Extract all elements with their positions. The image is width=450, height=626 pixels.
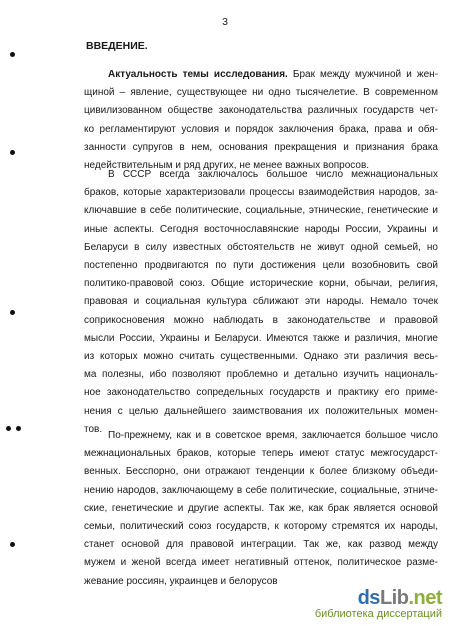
paragraph-line: тов. <box>84 423 103 435</box>
paragraph-line: В СССР всегда заключалось большое число межнациональных <box>108 169 438 180</box>
binding-hole-mark <box>10 310 15 315</box>
paragraph-line: станет основой для правовой интеграции. Так же, как развод между <box>84 539 438 551</box>
paragraph-line: занности супругов в нем, основания прекращения и признания брака <box>84 141 438 153</box>
binding-hole-mark <box>16 426 21 431</box>
paragraph-line: щиной – явление, существующее ни одно тысячелетие. В современном <box>84 87 438 99</box>
paragraph-line: соприкосновения можно наблюдать в законодательстве и правовой <box>84 314 438 326</box>
paragraph-line: По-прежнему, как и в советское время, заключается большое число <box>108 430 438 441</box>
binding-hole-mark <box>10 150 15 155</box>
watermark-subtitle: библиотека диссертаций <box>314 608 442 620</box>
paragraph-line: иные аспекты. Сегодня восточнославянские народы России, Украины и <box>84 223 438 235</box>
paragraph-relevance <box>84 66 438 175</box>
paragraph-line: нению народов, заключающему в себе политические, социальные, этниче- <box>84 484 438 496</box>
page-number: 3 <box>222 16 228 28</box>
paragraph-line: семьи, политический союз государств, к которому стремятся их народы, <box>84 521 438 533</box>
section-heading: ВВЕДЕНИЕ. <box>86 40 148 52</box>
paragraph-line: правовая и социальная культура сближают эти народы. Немало точек <box>84 296 438 308</box>
paragraph-line: ма полезны, ибо позволяют проблемно и детально изучить националь- <box>84 369 438 381</box>
paragraph-line: Актуальность темы исследования. Брак между мужчиной и жен- <box>108 69 438 80</box>
paragraph-line: браков, которые характеризовали процессы взаимодействия народов, за- <box>84 187 438 199</box>
paragraph-line: политико-правовой союз. Общие исторические корни, обычаи, религия, <box>84 278 438 290</box>
paragraph-line: нения с целью дальнейшего заимствования их положительных момен- <box>84 405 438 417</box>
paragraph-ussr <box>84 166 438 439</box>
bold-lead: Актуальность темы исследования. <box>108 69 288 80</box>
paragraph-line: ские, генетические и другие аспекты. Так же, как брак является основой <box>84 502 438 514</box>
paragraph-line: недействительным и ряд других, не менее важных вопросов. <box>84 160 370 172</box>
paragraph-line: ключавшие в себе политические, социальные, этнические, генетические и <box>84 205 438 217</box>
watermark-logo <box>315 587 442 620</box>
binding-hole-mark <box>10 52 15 57</box>
paragraph-line: межнациональных браков, которые теперь имеют статус межгосударст- <box>84 448 438 460</box>
binding-hole-mark <box>6 426 11 431</box>
paragraph-line: Беларуси в силу известных обстоятельств не живут одной семьей, но <box>84 241 438 253</box>
dslib-logo: dsLib.net <box>357 587 442 609</box>
paragraph-line: постепенно продвигаются по пути достижения цели возобновить свой <box>84 260 438 272</box>
paragraph-line: из которых можно считать существенными. Однако эти различия весь- <box>84 351 438 363</box>
binding-hole-mark <box>10 542 15 547</box>
paragraph-line: венных. Бесспорно, они отражают тенденции к более близкому объеди- <box>84 466 438 478</box>
paragraph-line: ное законодательство сопредельных государств и практику его приме- <box>84 387 438 399</box>
paragraph-line: жевание россиян, украинцев и белорусов <box>84 575 278 587</box>
paragraph-interstate <box>84 427 438 591</box>
paragraph-line: цивилизованном обществе законодательства различных государств чет- <box>84 105 438 117</box>
paragraph-line: мысли России, Украины и Беларуси. Имеются также и различия, многие <box>84 332 438 344</box>
paragraph-line: мужем и женой всегда имеет негативный оттенок, политическое разме- <box>84 557 438 569</box>
paragraph-line: ко регламентируют условия и порядок заключения брака, права и обя- <box>84 123 438 135</box>
